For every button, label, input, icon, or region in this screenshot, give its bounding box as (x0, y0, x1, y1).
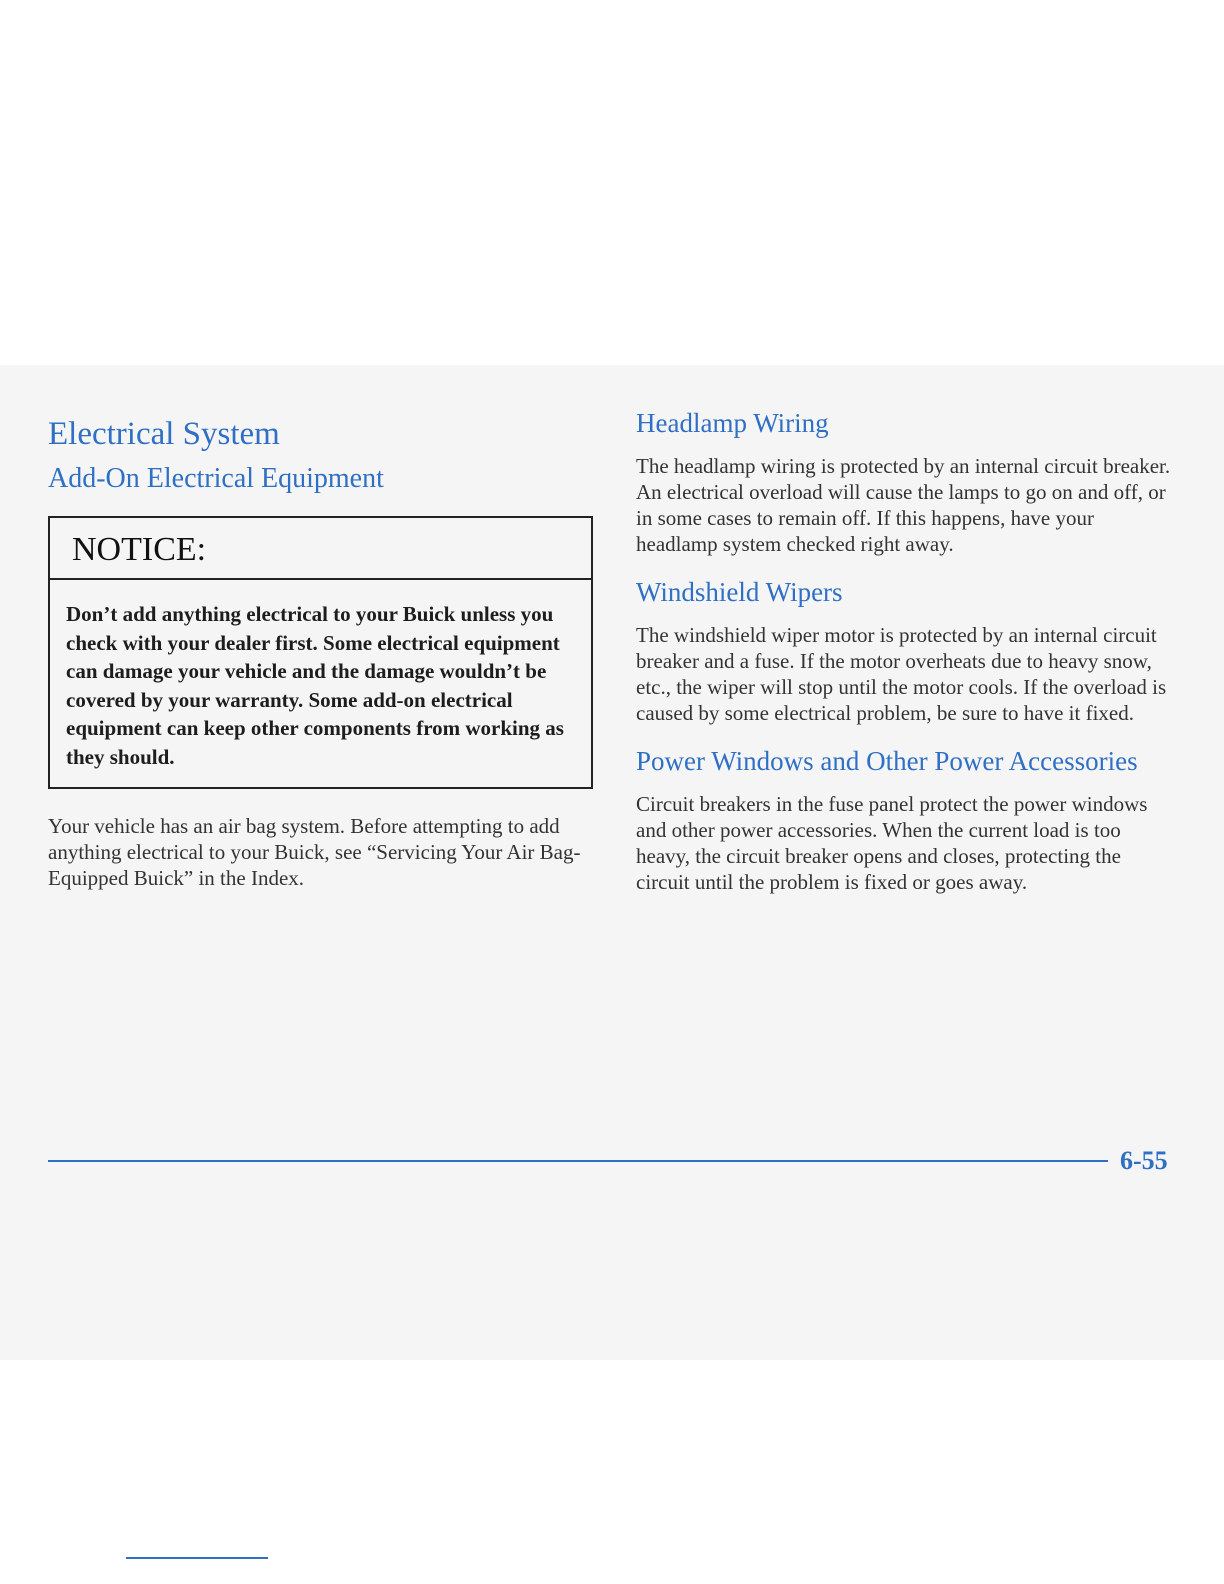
headlamp-wiring-heading: Headlamp Wiring (636, 408, 829, 438)
section-subtitle: Add-On Electrical Equipment (48, 463, 384, 494)
notice-body: Don’t add anything electrical to your Buick unless you check with your dealer first. Some electrical equipment can damage your vehicle and the damage wouldn’t be covered by your warranty. Some add-on electrical equipment can keep other components from working as they should. (66, 602, 564, 769)
windshield-wipers-body: The windshield wiper motor is protected by an internal circuit breaker and a fuse. If the motor overheats due to heavy snow, etc., the wiper will stop until the motor cools. If the overload is caused by some electrical problem, be sure to have it fixed. (636, 623, 1167, 725)
power-windows-body: Circuit breakers in the fuse panel protect the power windows and other power accessories. When the current load is too heavy, the circuit breaker opens and closes, protecting the circuit until the problem is fixed or goes away. (636, 792, 1148, 894)
windshield-wipers-heading: Windshield Wipers (636, 577, 843, 607)
notice-box (48, 516, 593, 789)
windshield-wipers-section (636, 577, 1181, 726)
headlamp-wiring-section (636, 408, 1181, 557)
bottom-mark-line (126, 1557, 268, 1559)
page-number: 6-55 (1120, 1146, 1168, 1175)
headlamp-wiring-body: The headlamp wiring is protected by an internal circuit breaker. An electrical overload will cause the lamps to go on and off, or in some cases to remain off. If this happens, have your headlamp system checked right away. (636, 454, 1171, 556)
power-windows-heading: Power Windows and Other Power Accessories (636, 746, 1138, 776)
right-column (636, 408, 1181, 915)
air-bag-paragraph: Your vehicle has an air bag system. Before attempting to add anything electrical to your Buick, see “Servicing Your Air Bag-Equipped Buick” in the Index. (48, 814, 581, 890)
left-column (48, 408, 598, 912)
footer-rule (48, 1160, 1108, 1162)
power-windows-section (636, 746, 1181, 895)
notice-heading: NOTICE: (50, 518, 591, 580)
section-title: Electrical System (48, 416, 280, 452)
